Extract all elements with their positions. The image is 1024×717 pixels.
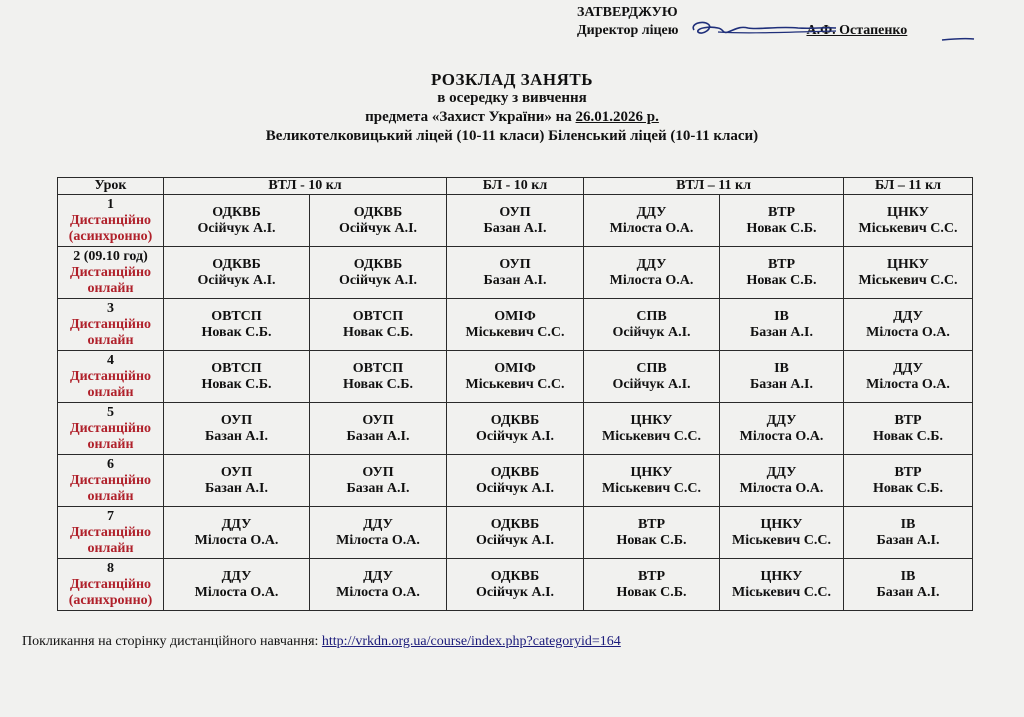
class-cell [164,455,310,507]
teacher-name: Осійчук А.І. [475,480,555,496]
lesson-number: 6 [107,456,114,472]
lesson-number: 3 [107,300,114,316]
subject-code: ВТР [637,516,666,532]
teacher-name: Міськевич С.С. [602,428,701,444]
class-cell [447,195,584,247]
signature-image [688,16,838,42]
subject-code: ОДКВБ [490,516,540,532]
subject-code: ДДУ [221,568,252,584]
teacher-name: Осійчук А.І. [197,220,276,236]
teacher-name: Осійчук А.І. [197,272,276,288]
subject-code: ДДУ [363,516,393,532]
subject-code: ОВТСП [211,308,262,324]
class-cell [310,507,447,559]
teacher-name: Новак С.Б. [872,480,944,496]
schedule-date: 26.01.2026 р. [575,109,659,125]
class-cell [310,455,447,507]
subject-code: ОВТСП [352,308,404,324]
class-cell [164,299,310,351]
class-cell [164,403,310,455]
footer-note [22,634,621,650]
subject-code: ДДУ [766,464,797,480]
class-cell [447,455,584,507]
lesson-cell [58,195,164,247]
subject-code: ВТР [637,568,666,584]
subject-code: ІВ [774,360,789,376]
teacher-name: Міськевич С.С. [465,376,565,392]
subject-code: ДДУ [766,412,797,428]
teacher-name: Мілоста О.А. [739,428,824,444]
class-cell [720,455,844,507]
header-lesson: Урок [58,178,164,195]
subject-code: ДДУ [893,308,923,324]
subject-code: ВТР [767,204,796,220]
class-cell [584,195,720,247]
subject-code: ДДУ [636,256,667,272]
teacher-name: Міськевич С.С. [858,272,958,288]
teacher-name: Мілоста О.А. [866,324,950,340]
class-cell [720,559,844,611]
class-cell [584,351,720,403]
subject-code: ДДУ [636,204,667,220]
lesson-mode: Дистанційно онлайн [69,368,152,400]
subject-code: ОДКВБ [353,204,403,220]
teacher-name: Міськевич С.С. [858,220,958,236]
teacher-name: Осійчук А.І. [612,324,691,340]
lesson-mode: Дистанційно онлайн [69,264,152,296]
teacher-name: Мілоста О.А. [866,376,950,392]
class-cell [720,507,844,559]
teacher-name: Базан А.І. [749,376,813,392]
teacher-name: Осійчук А.І. [475,532,555,548]
lesson-mode: Дистанційно онлайн [69,472,152,504]
title-line-3-prefix: предмета «Захист України» на [365,109,576,125]
lesson-cell [58,247,164,299]
subject-code: ВТР [894,464,922,480]
subject-code: ОУП [499,256,531,272]
lesson-mode: Дистанційно (асинхронно) [68,212,153,244]
subject-code: ДДУ [221,516,252,532]
subject-code: ОМІФ [494,308,536,324]
lesson-cell [58,351,164,403]
class-cell [584,455,720,507]
class-cell [447,247,584,299]
lesson-number: 8 [107,560,114,576]
class-cell [584,507,720,559]
subject-code: ОУП [220,464,253,480]
footer-label: Покликання на сторінку дистанційного навчання: [22,634,322,649]
table-row [58,403,973,455]
subject-code: ВТР [767,256,796,272]
subject-code: ЦНКУ [630,464,673,480]
subject-code: ОУП [220,412,253,428]
teacher-name: Базан А.І. [876,584,940,600]
teacher-name: Осійчук А.І. [475,584,555,600]
teacher-name: Новак С.Б. [201,376,272,392]
class-cell [447,403,584,455]
subject-code: ІВ [774,308,789,324]
lesson-number: 7 [107,508,114,524]
lesson-mode: Дистанційно онлайн [69,524,152,556]
title-line-4: Великотелковицький ліцей (10-11 класи) Біленський ліцей (10-11 класи) [265,128,759,144]
table-row [58,247,973,299]
subject-code: ВТР [894,412,922,428]
subject-code: ОУП [362,464,394,480]
lesson-number: 2 (09.10 год) [73,248,148,264]
subject-code: ОВТСП [211,360,262,376]
teacher-name: Міськевич С.С. [732,584,831,600]
teacher-name: Новак С.Б. [872,428,944,444]
subject-code: ЦНКУ [630,412,673,428]
class-cell [310,195,447,247]
teacher-name: Новак С.Б. [616,532,687,548]
class-cell [584,247,720,299]
teacher-name: Базан А.І. [346,428,410,444]
header-bl-11: БЛ – 11 кл [844,178,973,195]
class-cell [720,351,844,403]
teacher-name: Базан А.І. [346,480,410,496]
class-cell [310,351,447,403]
header-vtl-11: ВТЛ – 11 кл [584,178,844,195]
lesson-mode: Дистанційно онлайн [69,316,152,348]
table-row [58,507,973,559]
subject-code: СПВ [636,360,667,376]
class-cell [164,195,310,247]
teacher-name: Міськевич С.С. [465,324,565,340]
class-cell [844,247,973,299]
director-position: Директор ліцею [577,23,679,38]
class-cell [720,403,844,455]
teacher-name: Мілоста О.А. [609,220,694,236]
class-cell [164,559,310,611]
class-cell [720,195,844,247]
subject-code: ЦНКУ [760,516,803,532]
class-cell [447,299,584,351]
subject-code: ЦНКУ [887,256,929,272]
class-cell [720,299,844,351]
teacher-name: Базан А.І. [749,324,813,340]
header-vtl-10: ВТЛ - 10 кл [164,178,447,195]
table-row [58,559,973,611]
class-cell [720,247,844,299]
class-cell [584,403,720,455]
subject-code: ЦНКУ [887,204,929,220]
subject-code: ОДКВБ [212,204,261,220]
document-title [0,70,1024,146]
teacher-name: Новак С.Б. [616,584,687,600]
lesson-cell [58,507,164,559]
teacher-name: Базан А.І. [876,532,940,548]
approval-header: ЗАТВЕРДЖУЮ [577,5,678,20]
teacher-name: Мілоста О.А. [336,532,420,548]
class-cell [844,403,973,455]
class-cell [447,507,584,559]
teacher-name: Мілоста О.А. [336,584,420,600]
class-cell [164,507,310,559]
subject-code: ОВТСП [352,360,404,376]
class-cell [584,299,720,351]
teacher-name: Базан А.І. [483,220,547,236]
teacher-name: Новак С.Б. [201,324,272,340]
class-cell [844,507,973,559]
subject-code: ОУП [362,412,394,428]
teacher-name: Мілоста О.А. [194,584,279,600]
teacher-name: Мілоста О.А. [194,532,279,548]
lesson-cell [58,299,164,351]
lesson-number: 4 [107,352,114,368]
lesson-cell [58,559,164,611]
teacher-name: Мілоста О.А. [739,480,824,496]
teacher-name: Осійчук А.І. [475,428,555,444]
subject-code: ОДКВБ [212,256,261,272]
lesson-cell [58,455,164,507]
teacher-name: Міськевич С.С. [732,532,831,548]
teacher-name: Новак С.Б. [746,220,817,236]
teacher-name: Базан А.І. [204,480,268,496]
teacher-name: Новак С.Б. [746,272,817,288]
class-cell [447,559,584,611]
teacher-name: Мілоста О.А. [609,272,694,288]
signature-stroke [940,34,976,42]
subject-code: СПВ [636,308,667,324]
title-line-2: в осередку з вивчення [437,90,587,106]
table-row [58,351,973,403]
lesson-number: 1 [107,196,114,212]
table-row [58,299,973,351]
lesson-mode: Дистанційно (асинхронно) [68,576,153,608]
header-bl-10: БЛ - 10 кл [447,178,584,195]
schedule-table [57,177,973,611]
subject-code: ЦНКУ [760,568,803,584]
class-cell [844,455,973,507]
teacher-name: Осійчук А.І. [612,376,691,392]
class-cell [310,247,447,299]
class-cell [310,403,447,455]
table-header-row [58,178,973,195]
subject-code: ОДКВБ [490,464,540,480]
class-cell [164,247,310,299]
class-cell [844,559,973,611]
subject-code: ОДКВБ [490,412,540,428]
teacher-name: Осійчук А.І. [338,272,418,288]
subject-code: ІВ [900,516,916,532]
teacher-name: Осійчук А.І. [338,220,418,236]
course-link[interactable]: http://vrkdn.org.ua/course/index.php?categoryid=164 [321,634,621,649]
subject-code: ОМІФ [494,360,536,376]
class-cell [844,299,973,351]
subject-code: ОУП [499,204,531,220]
class-cell [844,195,973,247]
subject-code: ДДУ [893,360,923,376]
lesson-number: 5 [107,404,114,420]
class-cell [164,351,310,403]
class-cell [310,299,447,351]
class-cell [310,559,447,611]
teacher-name: Базан А.І. [204,428,268,444]
class-cell [844,351,973,403]
subject-code: ІВ [900,568,916,584]
director-name: А.Ф. Остапенко [806,23,908,38]
title-line-3 [0,108,1024,127]
subject-code: ОДКВБ [353,256,403,272]
table-row [58,455,973,507]
subject-code: ОДКВБ [490,568,540,584]
teacher-name: Базан А.І. [483,272,547,288]
class-cell [447,351,584,403]
schedule-title: РОЗКЛАД ЗАНЯТЬ [430,70,594,89]
teacher-name: Новак С.Б. [342,376,414,392]
subject-code: ДДУ [363,568,393,584]
class-cell [584,559,720,611]
teacher-name: Новак С.Б. [342,324,414,340]
lesson-mode: Дистанційно онлайн [69,420,152,452]
table-row [58,195,973,247]
teacher-name: Міськевич С.С. [602,480,701,496]
lesson-cell [58,403,164,455]
